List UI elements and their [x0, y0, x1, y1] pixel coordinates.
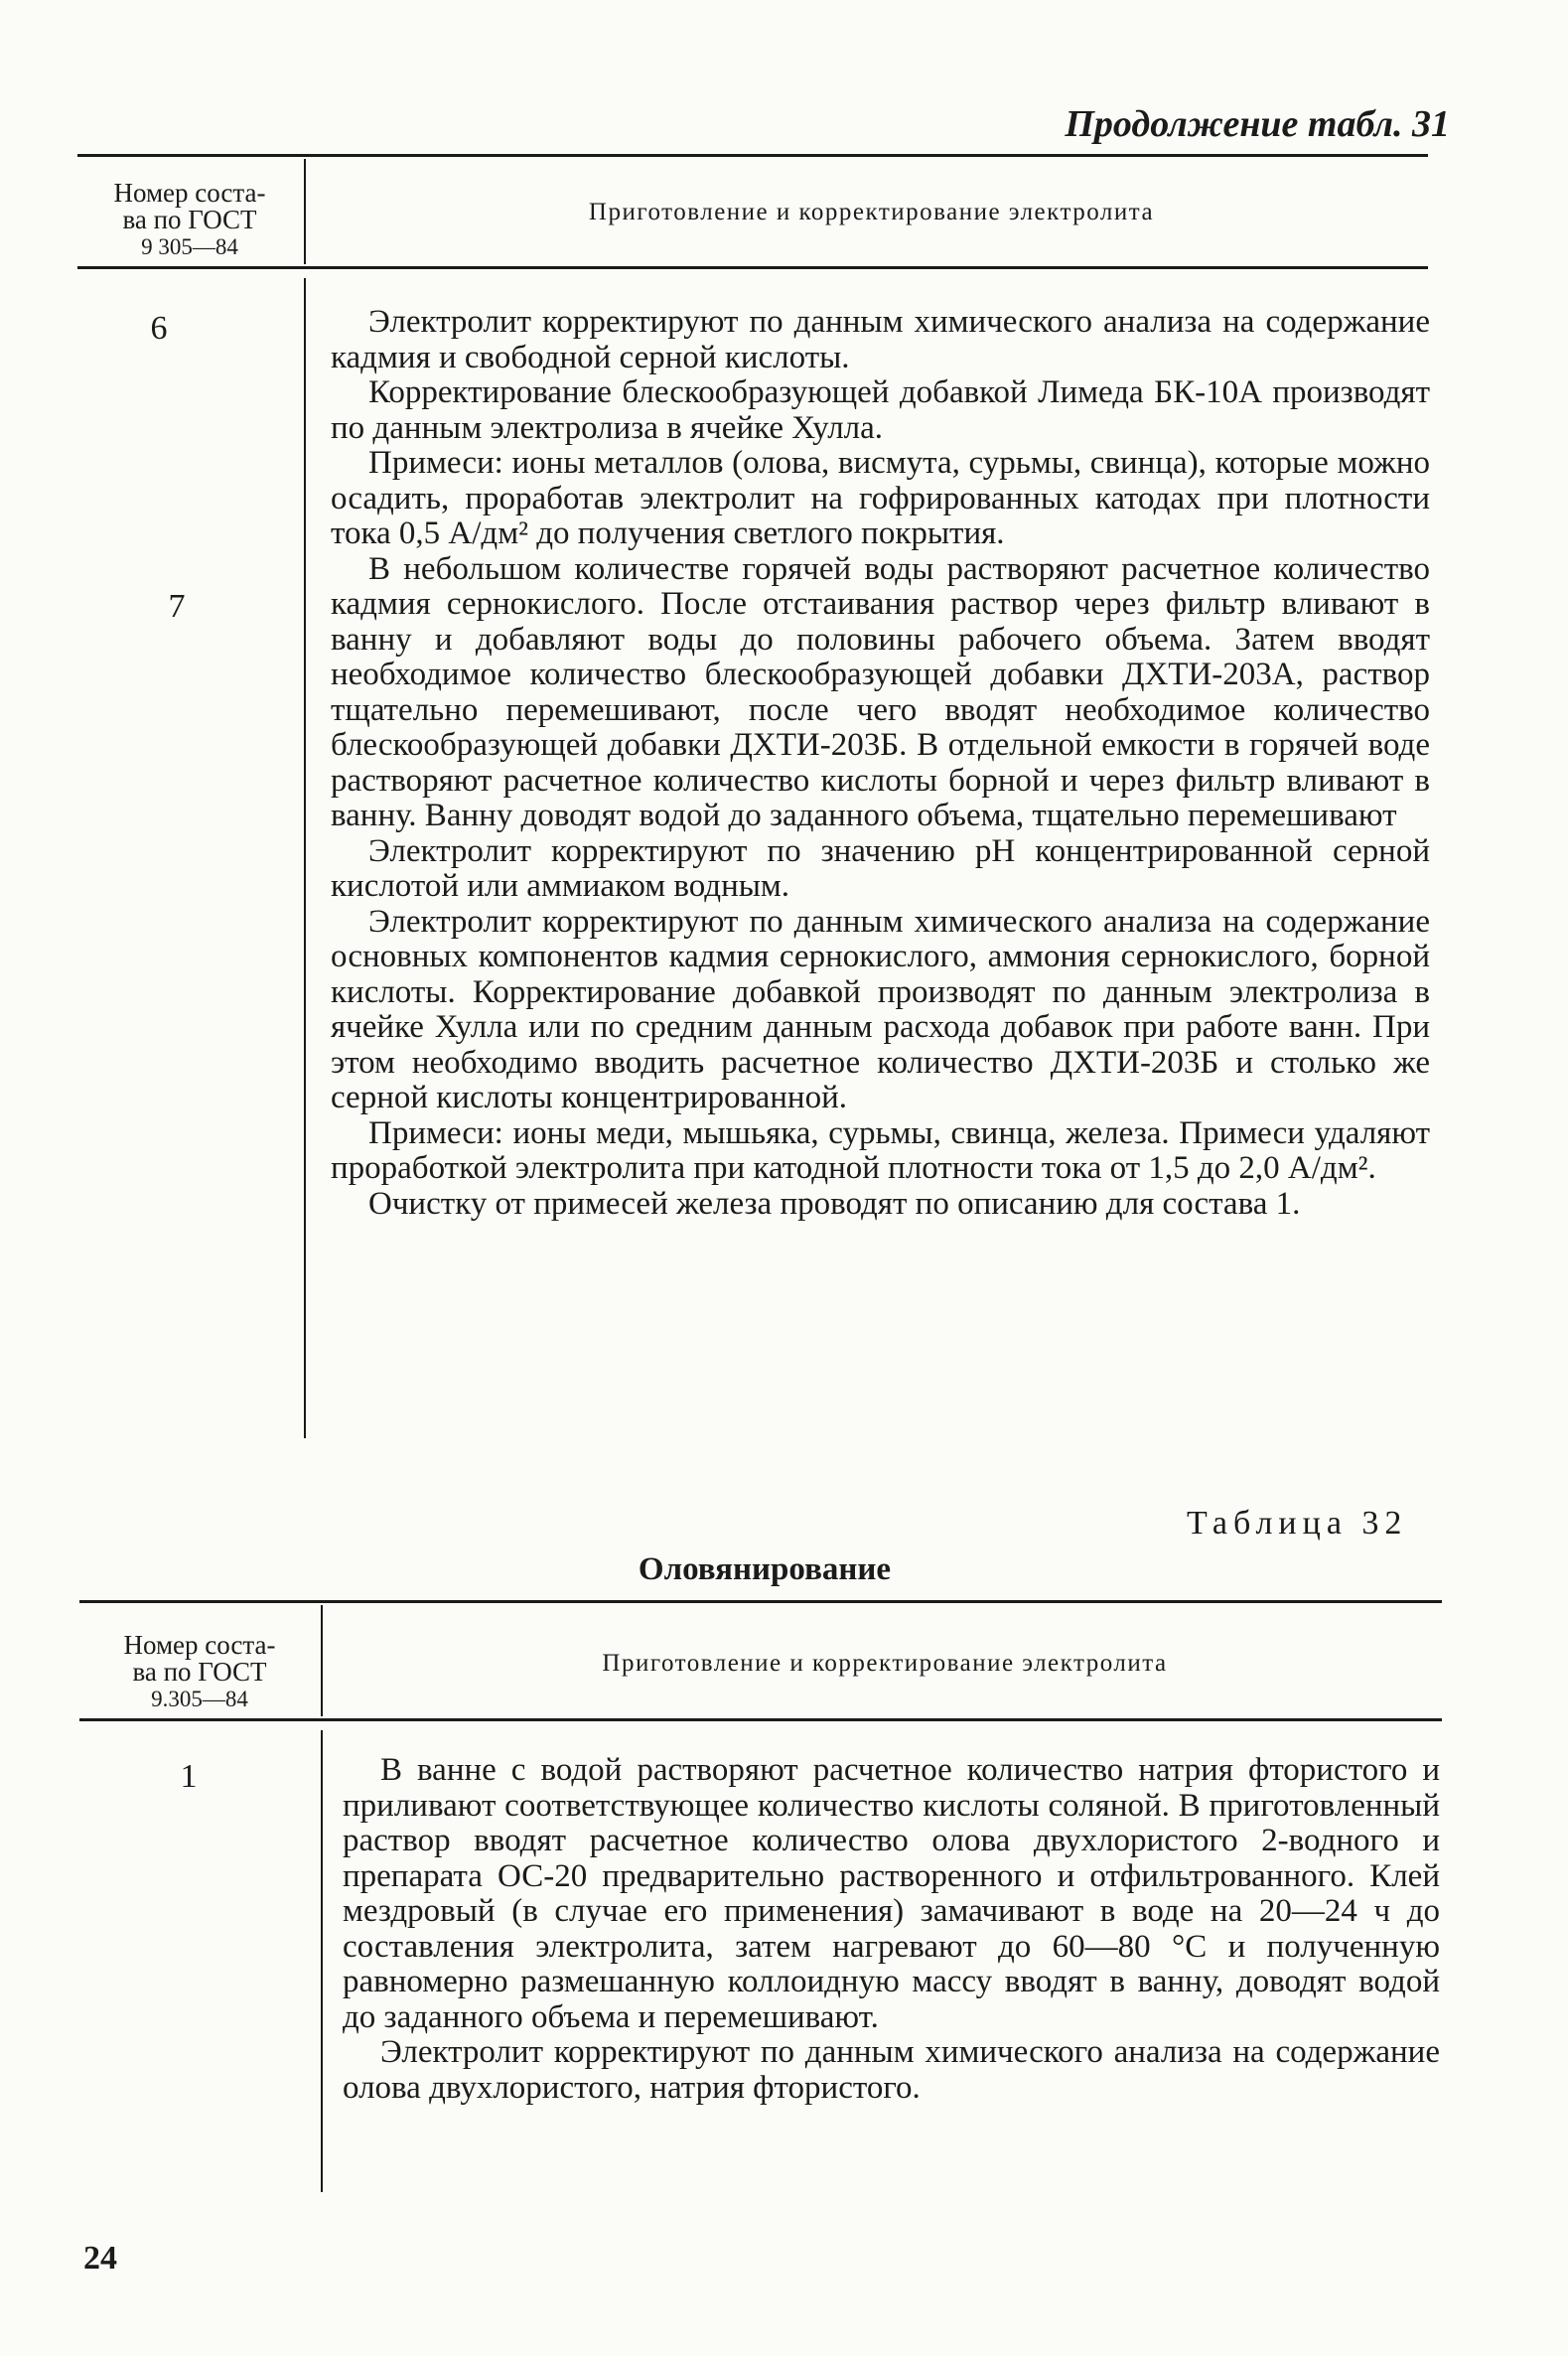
table31-row-number: 6	[150, 310, 168, 347]
paragraph: В ванне с водой растворяют расчетное количество натрия фтористого и приливают соответствующее количество кислоты соляной. В приготовленный раствор вводят расчетное количество олова двухлористого 2-водного и препарата ОС-20 предварительно растворенного и отфильтрованного. Клей мездровый (в случае его применения) замачивают в воде на 20—24 ч до составления электролита, затем нагревают до 60—80 °С и полученную равномерно размешанную коллоидную массу вводят в ванну, доводят водой до заданного объема и перемешивают.	[343, 1752, 1440, 2035]
header-line: Номер соста-	[123, 1630, 276, 1660]
table32-label: Таблица 32	[1187, 1505, 1408, 1542]
table31-body	[331, 305, 1430, 1222]
header-line: ва по ГОСТ	[122, 205, 257, 234]
table32-body	[343, 1753, 1440, 2106]
header-line: ва по ГОСТ	[132, 1657, 267, 1687]
table32-col2-header: Приготовление и корректирование электролита	[602, 1650, 1168, 1677]
paragraph: Электролит корректируют по значению pH концентрированной серной кислотой или аммиаком водным.	[331, 832, 1430, 904]
header-line: 9 305—84	[141, 234, 238, 259]
paragraph: Электролит корректируют по данным химического анализа на содержание кадмия и свободной серной кислоты.	[331, 304, 1430, 375]
table32-header-rule	[79, 1718, 1442, 1721]
table31-col1-header	[79, 180, 300, 260]
table31-col2-header: Приготовление и корректирование электролита	[588, 199, 1155, 225]
table32-col1-header	[84, 1632, 315, 1712]
table32-title: Оловянирование	[638, 1551, 892, 1587]
paragraph: Электролит корректируют по данным химического анализа на содержание основных компонентов кадмия сернокислого, аммония сернокислого, борной кислоты. Корректирование добавкой производят по данным электролиза в ячейке Хулла или по средним данным расхода добавок при работе ванн. При этом необходимо вводить расчетное количество ДХТИ-203Б и столько же серной кислоты концентрированной.	[331, 903, 1430, 1115]
table32-column-divider-header	[321, 1605, 323, 1716]
paragraph: Примеси: ионы меди, мышьяка, сурьмы, свинца, железа. Примеси удаляют проработкой электролита при катодной плотности тока от 1,5 до 2,0 А/дм².	[331, 1114, 1430, 1186]
table31-column-divider-body	[304, 278, 306, 1438]
header-line: 9.305—84	[151, 1687, 248, 1711]
table32-row-number: 1	[180, 1758, 198, 1795]
table31-column-divider-header	[304, 159, 306, 264]
paragraph: В небольшом количестве горячей воды растворяют расчетное количество кадмия сернокислого. После отстаивания раствор через фильтр вливают в ванну и добавляют воды до половины рабочего объема. Затем вводят необходимое количество блескообразующей добавки ДХТИ-203А, раствор тщательно перемешивают, после чего вводят необходимое количество блескообразующей добавки ДХТИ-203Б. В отдельной емкости в горячей воде растворяют расчетное количество кислоты борной и через фильтр вливают в ванну. Ванну доводят водой до заданного объема, тщательно перемешивают	[331, 550, 1430, 833]
paragraph: Примеси: ионы металлов (олова, висмута, сурьмы, свинца), которые можно осадить, проработав электролит на гофрированных катодах при плотности тока 0,5 А/дм² до получения светлого покрытия.	[331, 445, 1430, 551]
table31-header-rule	[77, 266, 1428, 269]
paragraph: Электролит корректируют по данным химического анализа на содержание олова двухлористого, натрия фтористого.	[343, 2034, 1440, 2106]
table31-top-rule	[77, 154, 1428, 157]
paragraph: Корректирование блескообразующей добавкой Лимеда БК-10А производят по данным электролиза в ячейке Хулла.	[331, 374, 1430, 446]
running-head: Продолжение табл. 31	[1065, 103, 1450, 145]
table31-row-number: 7	[168, 588, 186, 625]
page-number: 24	[83, 2240, 117, 2277]
table32-top-rule	[79, 1600, 1442, 1603]
header-line: Номер соста-	[113, 178, 266, 208]
paragraph: Очистку от примесей железа проводят по описанию для состава 1.	[368, 1185, 1301, 1222]
table32-column-divider-body	[321, 1730, 323, 2192]
